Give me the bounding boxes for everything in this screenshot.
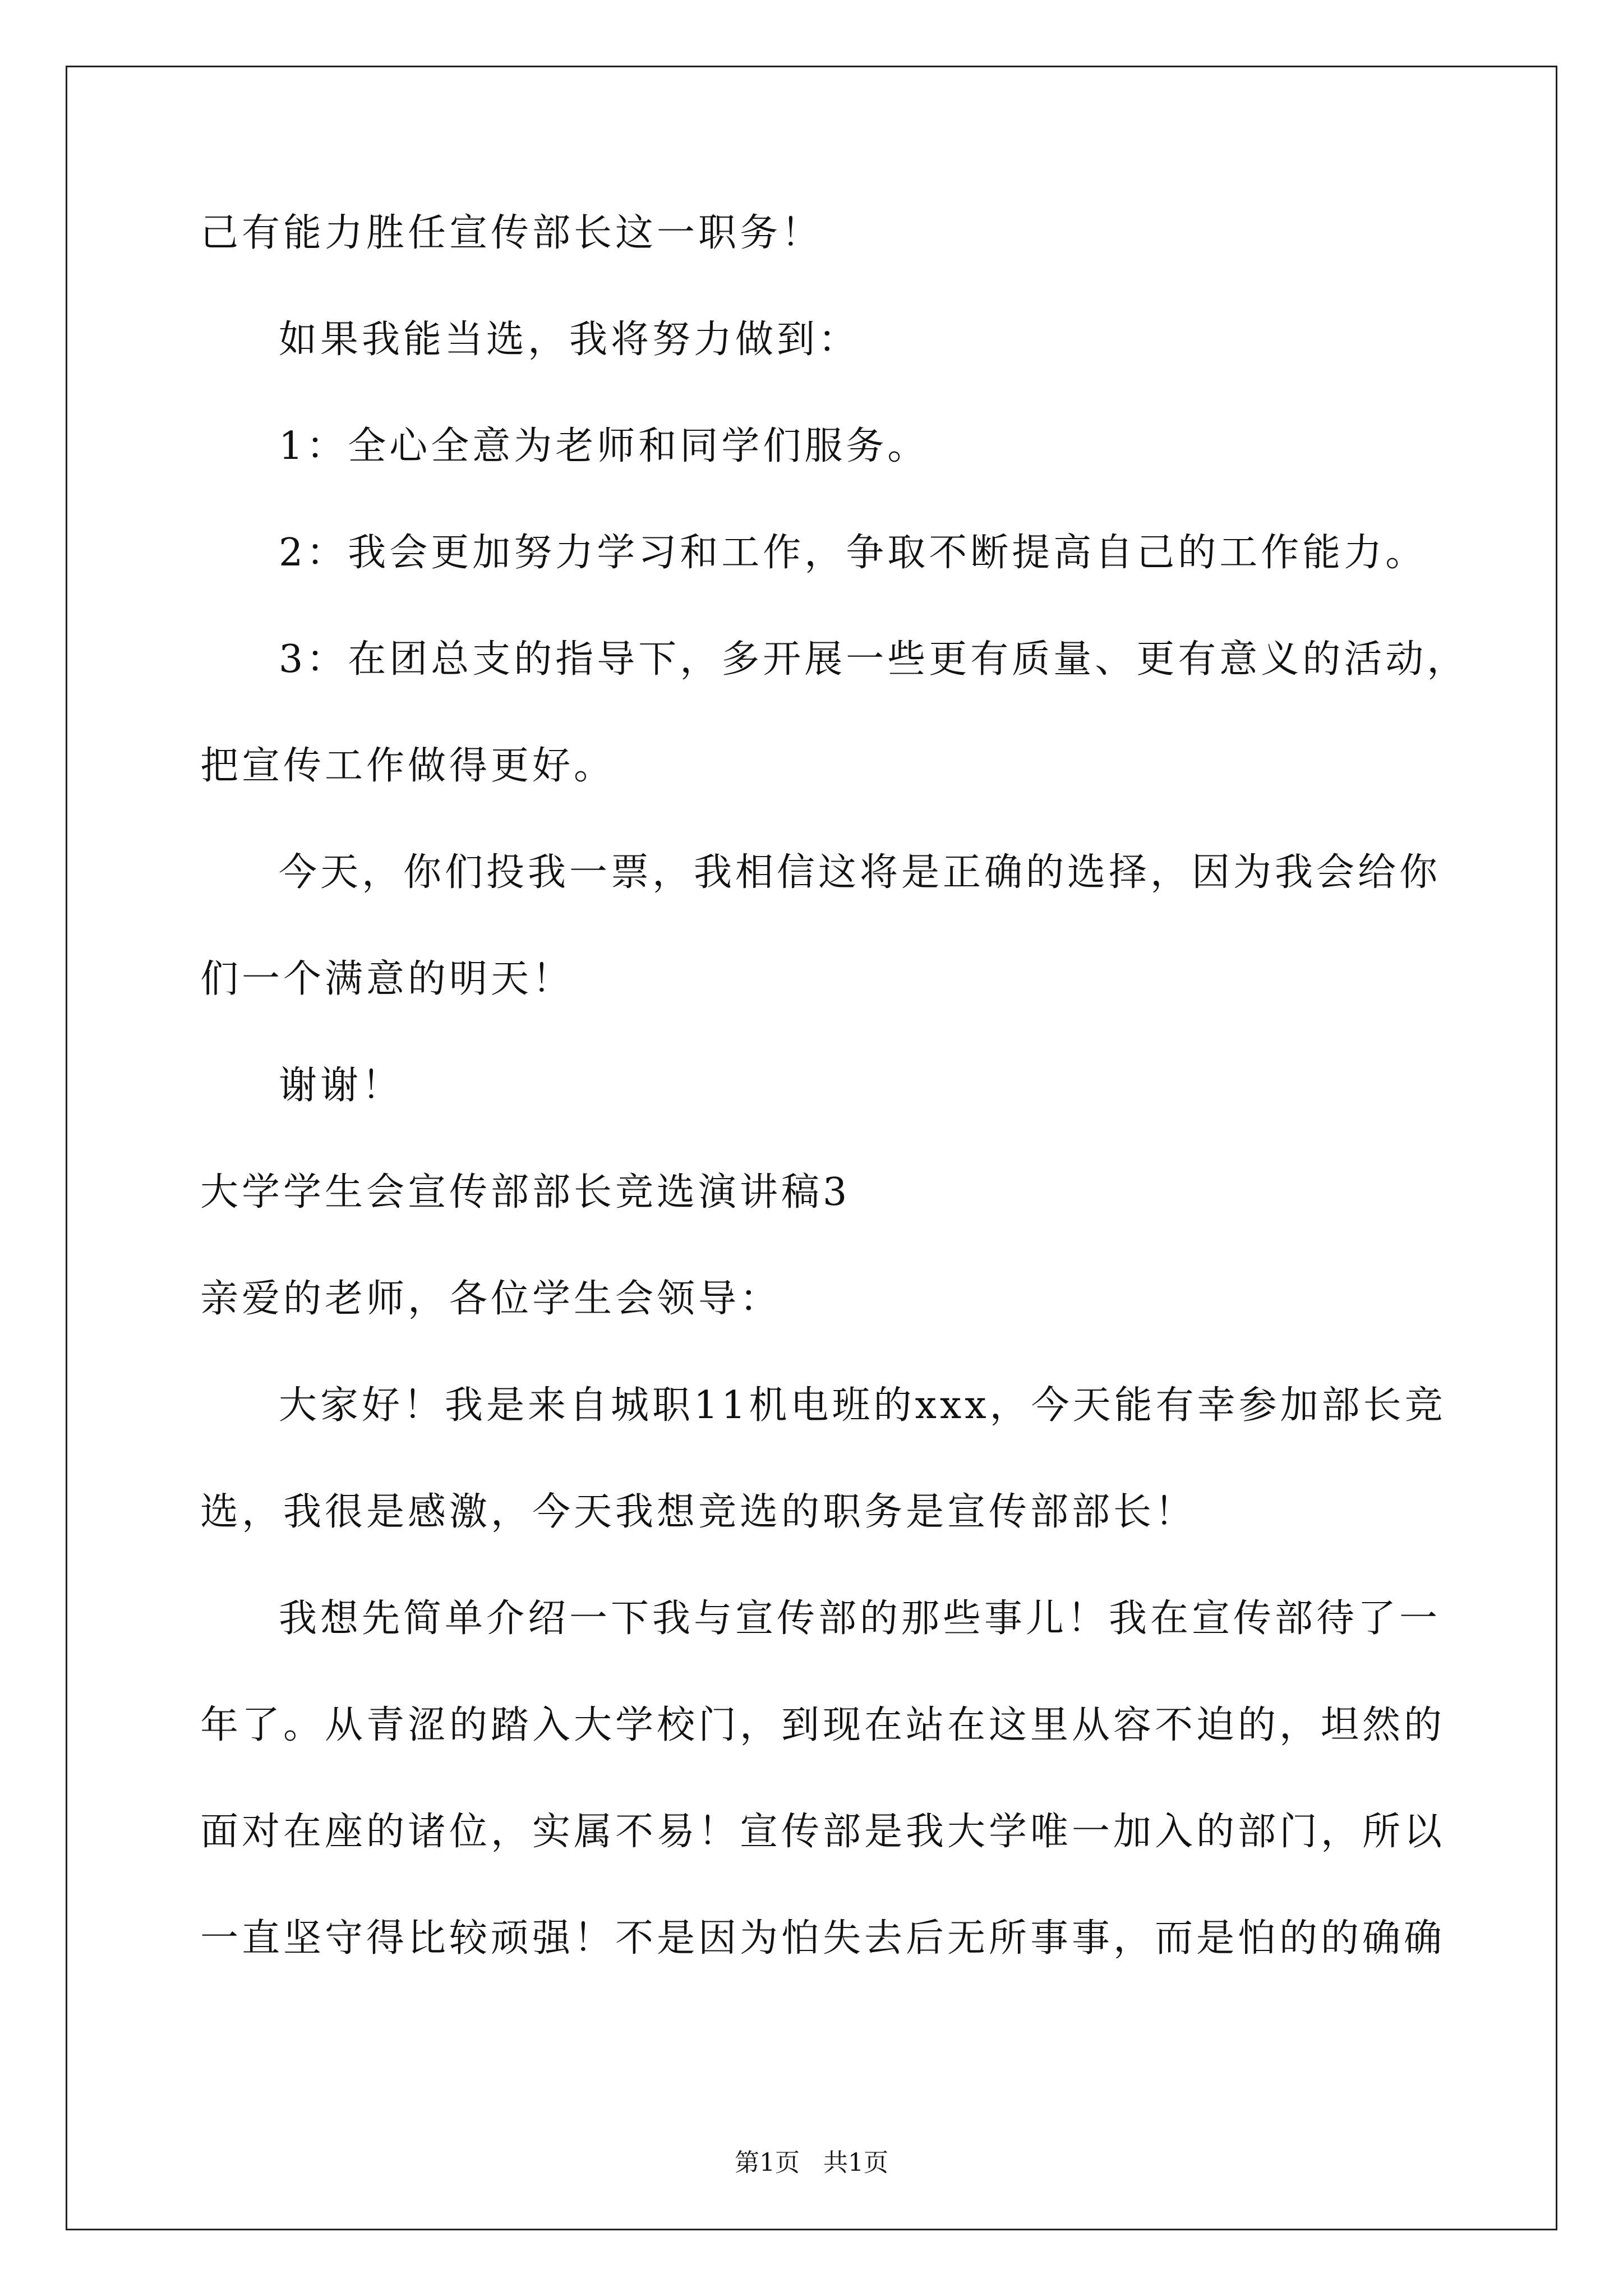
text-line: 今天，你们投我一票，我相信这将是正确的选择，因为我会给你 xyxy=(279,850,1441,895)
salutation: 亲爱的老师，各位学生会领导： xyxy=(200,1277,782,1321)
text-line: 一直坚守得比较顽强！不是因为怕失去后无所事事，而是怕的的确确 xyxy=(200,1916,1446,1961)
text-line: 选，我很是感激，今天我想竞选的职务是宣传部部长！ xyxy=(200,1490,1197,1534)
page-number: 第1页 共1页 xyxy=(735,2148,888,2177)
page-border xyxy=(66,66,1557,2230)
text-line: 1：全心全意为老师和同学们服务。 xyxy=(279,424,929,468)
text-line: 我想先简单介绍一下我与宣传部的那些事儿！我在宣传部待了一 xyxy=(279,1596,1441,1641)
text-line: 大家好！我是来自城职11机电班的xxx，今天能有幸参加部长竞 xyxy=(279,1383,1446,1428)
text-line: 2：我会更加努力学习和工作，争取不断提高自己的工作能力。 xyxy=(279,531,1427,575)
text-line: 面对在座的诸位，实属不易！宣传部是我大学唯一加入的部门，所以 xyxy=(200,1810,1446,1854)
text-line: 己有能力胜任宣传部长这一职务！ xyxy=(200,211,823,255)
text-line: 把宣传工作做得更好。 xyxy=(200,744,616,788)
text-line: 如果我能当选，我将努力做到： xyxy=(279,318,860,362)
text-line: 谢谢！ xyxy=(279,1064,404,1108)
text-line: 们一个满意的明天！ xyxy=(200,957,574,1001)
text-line: 3：在团总支的指导下，多开展一些更有质量、更有意义的活动， xyxy=(279,637,1469,682)
text-line: 年了。从青涩的踏入大学校门，到现在站在这里从容不迫的，坦然的 xyxy=(200,1703,1446,1747)
section-heading: 大学学生会宣传部部长竞选演讲稿3 xyxy=(200,1170,851,1214)
